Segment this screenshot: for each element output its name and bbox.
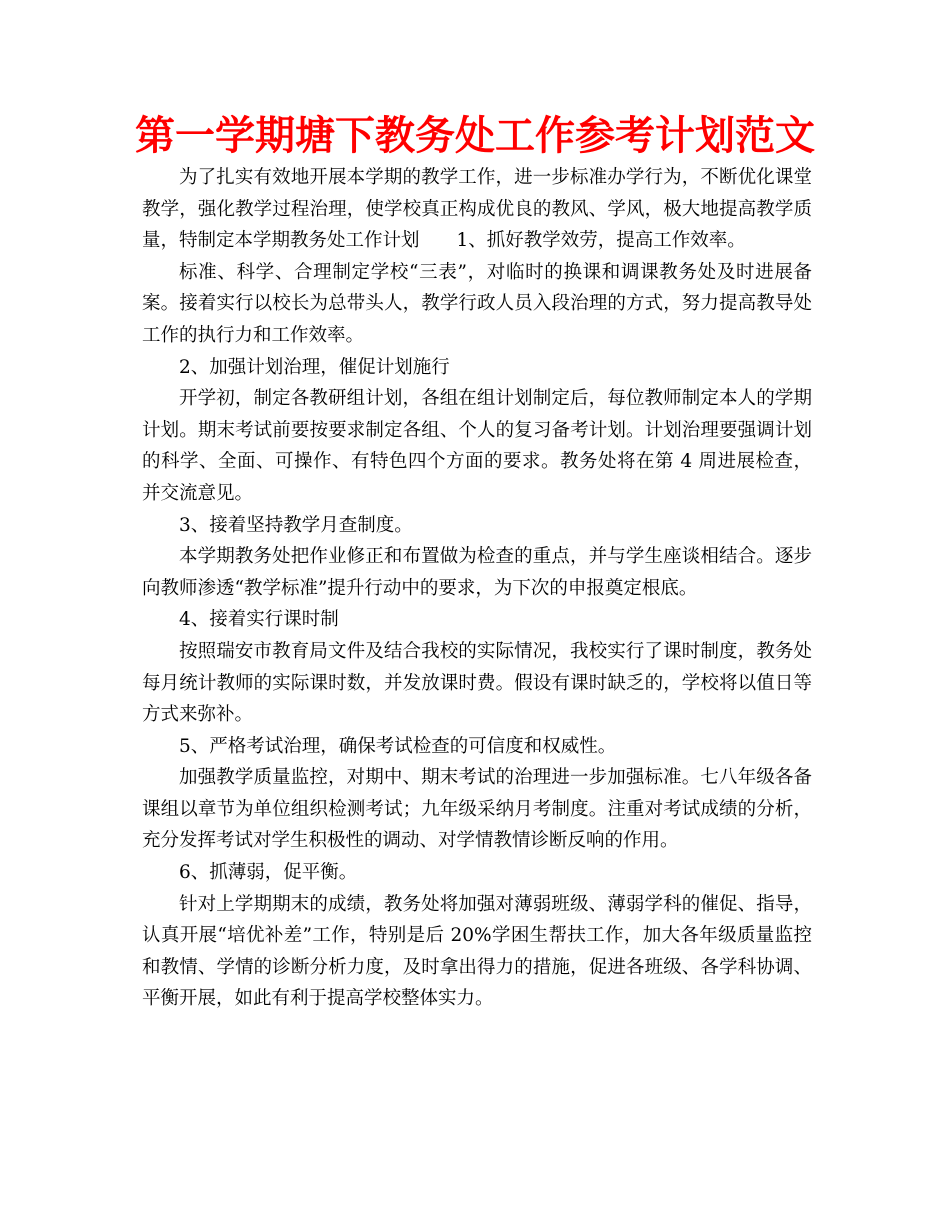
- paragraph-schedule: 标准、科学、合理制定学校“三表”，对临时的换课和调课教务处及时进展备案。接着实行以校长为总带头人，教学行政人员入段治理的方式，努力提高教导处工作的执行力和工作效率。: [142, 261, 812, 346]
- paragraph-balance: 针对上学期期末的成绩，教务处将加强对薄弱班级、薄弱学科的催促、指导，认真开展“培优补差”工作，特别是后 20%学困生帮扶工作，加大各年级质量监控和教情、学情的诊断分析力度，及时拿出得力的措施，促进各班级、各学科协调、平衡开展，如此有利于提高学校整体实力。: [142, 893, 812, 1010]
- paragraph-heading-4: 4、接着实行课时制: [179, 609, 339, 631]
- paragraph-heading-5: 5、严格考试治理，确保考试检查的可信度和权威性。: [179, 735, 617, 757]
- paragraph-class-hours: 按照瑞安市教育局文件及结合我校的实际情况，我校实行了课时制度，教务处每月统计教师的实际课时数，并发放课时费。假设有课时缺乏的，学校将以值日等方式来弥补。: [142, 640, 812, 726]
- paragraph-heading-3: 3、接着坚持教学月查制度。: [179, 514, 413, 536]
- document-body: [142, 162, 812, 1015]
- paragraph-plan-management: 开学初，制定各教研组计划，各组在组计划制定后，每位教师制定本人的学期计划。期末考试前要按要求制定各组、个人的复习备考计划。计划治理要强调计划的科学、全面、可操作、有特色四个方面的要求。教务处将在第 4 周进展检查，并交流意见。: [142, 388, 812, 504]
- paragraph-heading-6: 6、抓薄弱，促平衡。: [179, 862, 358, 884]
- paragraph-exam-management: 加强教学质量监控，对期中、期末考试的治理进一步加强标准。七八年级各备课组以章节为单位组织检测考试；九年级采纳月考制度。注重对考试成绩的分析，充分发挥考试对学生积极性的调动、对学情教情诊断反响的作用。: [142, 767, 812, 852]
- document-title: 第一学期塘下教务处工作参考计划范文: [135, 113, 815, 159]
- paragraph-intro: 为了扎实有效地开展本学期的教学工作，进一步标准办学行为，不断优化课堂教学，强化教学过程治理，使学校真正构成优良的教风、学风，极大地提高教学质量，特制定本学期教务处工作计划 1、抓好教学效劳，提高工作效率。: [142, 167, 812, 252]
- paragraph-monthly-check: 本学期教务处把作业修正和布置做为检查的重点，并与学生座谈相结合。逐步向教师渗透“教学标准”提升行动中的要求，为下次的申报奠定根底。: [142, 546, 812, 599]
- paragraph-heading-2: 2、加强计划治理，催促计划施行: [179, 356, 450, 378]
